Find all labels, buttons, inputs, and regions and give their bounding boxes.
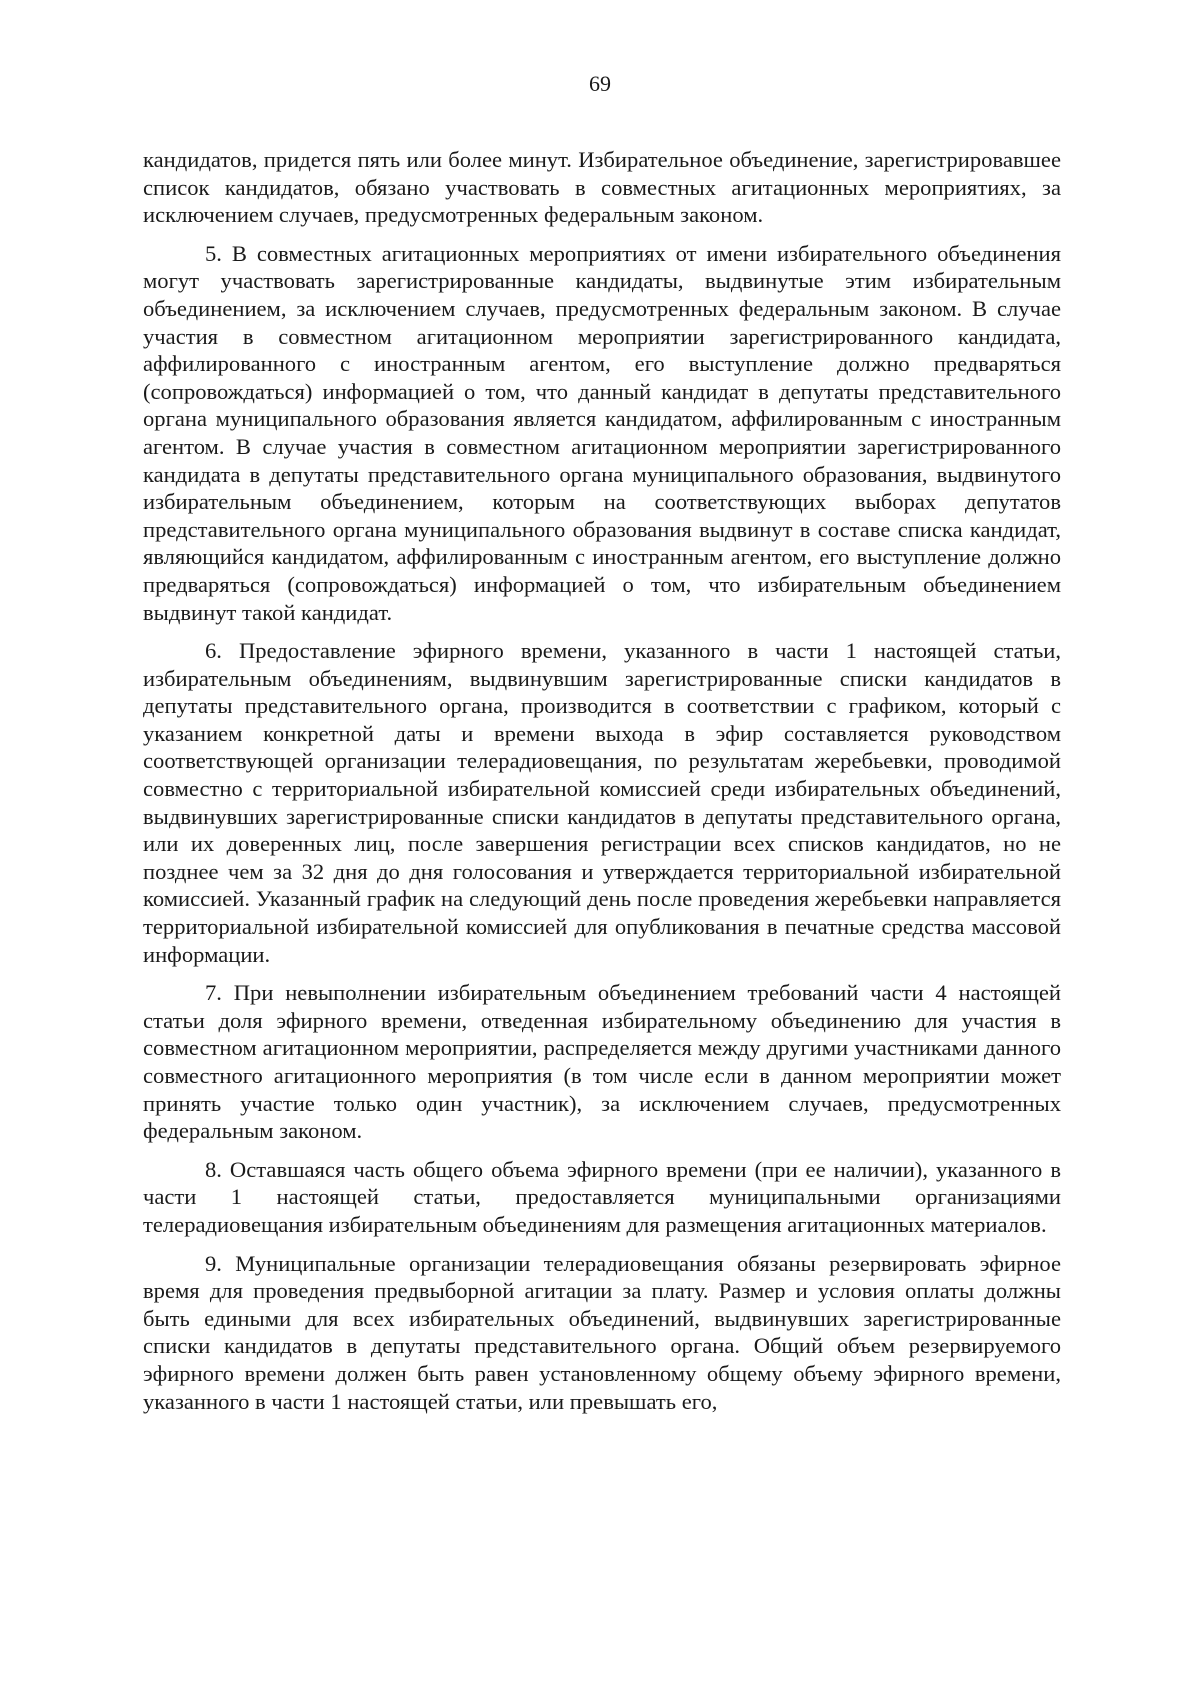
- paragraph-6: 6. Предоставление эфирного времени, указанного в части 1 настоящей статьи, избирательным объединениям, выдвинувшим зарегистрированные списки кандидатов в депутаты представительного органа, производится в соответствии с графиком, который с указанием конкретной даты и времени выхода в эфир составляется руководством соответствующей организации телерадиовещания, по результатам жеребьевки, проводимой совместно с территориальной избирательной комиссией среди избирательных объединений, выдвинувших зарегистрированные списки кандидатов в депутаты представительного органа, или их доверенных лиц, после завершения регистрации всех списков кандидатов, но не позднее чем за 32 дня до дня голосования и утверждается территориальной избирательной комиссией. Указанный график на следующий день после проведения жеребьевки направляется территориальной избирательной комиссией для опубликования в печатные средства массовой информации.: [143, 638, 1061, 967]
- paragraph-continuation: кандидатов, придется пять или более минут. Избирательное объединение, зарегистрировавшее список кандидатов, обязано участвовать в совместных агитационных мероприятиях, за исключением случаев, предусмотренных федеральным законом.: [143, 147, 1061, 228]
- document-body: [143, 146, 1061, 1426]
- paragraph-7: 7. При невыполнении избирательным объединением требований части 4 настоящей статьи доля эфирного времени, отведенная избирательному объединению для участия в совместном агитационном мероприятии, распределяется между другими участниками данного совместного агитационного мероприятия (в том числе если в данном мероприятии может принять участие только один участник), за исключением случаев, предусмотренных федеральным законом.: [143, 980, 1061, 1144]
- paragraph-9: 9. Муниципальные организации телерадиовещания обязаны резервировать эфирное время для проведения предвыборной агитации за плату. Размер и условия оплаты должны быть едиными для всех избирательных объединений, выдвинувших зарегистрированные списки кандидатов в депутаты представительного органа. Общий объем резервируемого эфирного времени должен быть равен установленному общему объему эфирного времени, указанного в части 1 настоящей статьи, или превышать его,: [143, 1250, 1061, 1414]
- paragraph-5: 5. В совместных агитационных мероприятиях от имени избирательного объединения могут участвовать зарегистрированные кандидаты, выдвинутые этим избирательным объединением, за исключением случаев, предусмотренных федеральным законом. В случае участия в совместном агитационном мероприятии зарегистрированного кандидата, аффилированного с иностранным агентом, его выступление должно предваряться (сопровождаться) информацией о том, что данный кандидат в депутаты представительного органа муниципального образования является кандидатом, аффилированным с иностранным агентом. В случае участия в совместном агитационном мероприятии зарегистрированного кандидата в депутаты представительного органа муниципального образования, выдвинутого избирательным объединением, которым на соответствующих выборах депутатов представительного органа муниципального образования выдвинут в составе списка кандидат, являющийся кандидатом, аффилированным с иностранным агентом, его выступление должно предваряться (сопровождаться) информацией о том, что избирательным объединением выдвинут такой кандидат.: [143, 240, 1061, 625]
- paragraph-8: 8. Оставшаяся часть общего объема эфирного времени (при ее наличии), указанного в части 1 настоящей статьи, предоставляется муниципальными организациями телерадиовещания избирательным объединениям для размещения агитационных материалов.: [143, 1156, 1061, 1237]
- page-number: 69: [589, 71, 611, 96]
